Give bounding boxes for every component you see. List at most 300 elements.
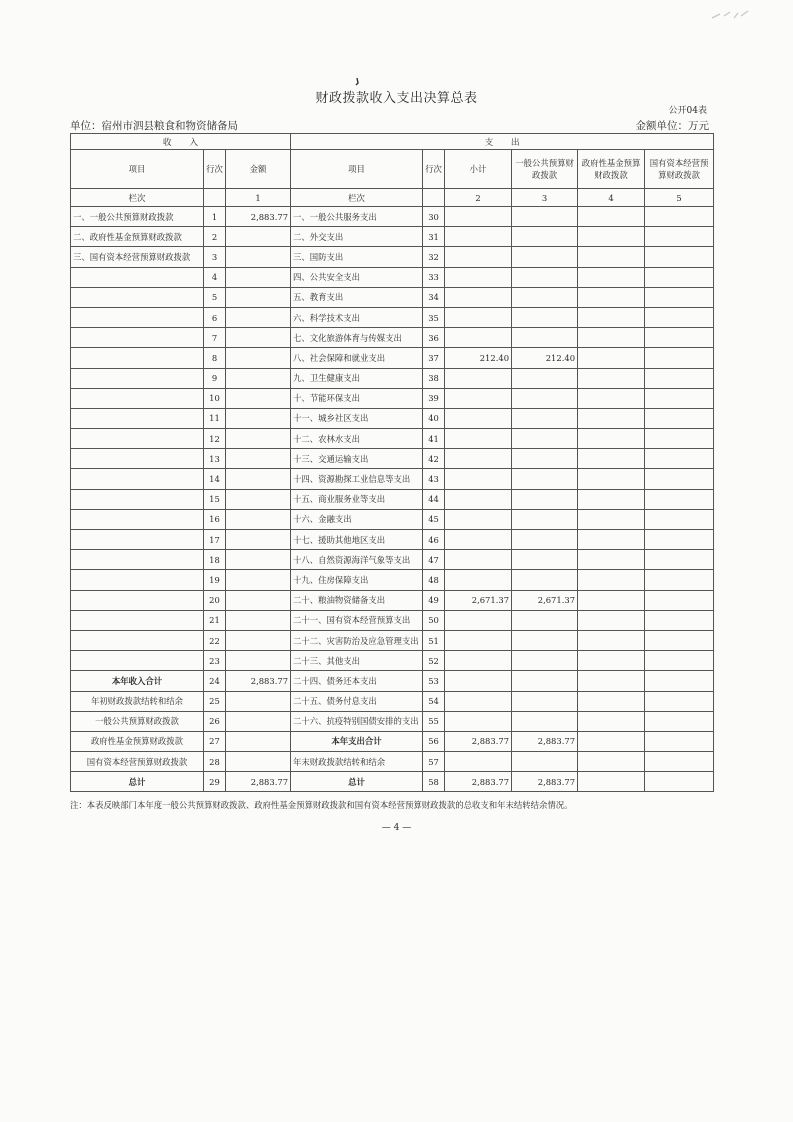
expense-item-cell: 十五、商业服务业等支出 — [291, 489, 423, 509]
state-capital-cell — [645, 227, 714, 247]
subtotal-cell — [445, 408, 512, 428]
income-line-cell: 27 — [204, 731, 226, 751]
expense-line-cell: 46 — [423, 530, 445, 550]
income-amount-cell — [226, 348, 291, 368]
fund-budget-cell — [578, 247, 645, 267]
income-line-cell: 20 — [204, 590, 226, 610]
expense-line-cell: 57 — [423, 752, 445, 772]
income-item-cell: 政府性基金预算财政拨款 — [71, 731, 204, 751]
income-line-cell: 24 — [204, 671, 226, 691]
expense-item-cell: 六、科学技术支出 — [291, 307, 423, 327]
state-capital-cell — [645, 287, 714, 307]
expense-item-cell: 二、外交支出 — [291, 227, 423, 247]
income-item-cell — [71, 388, 204, 408]
expense-item-cell: 二十六、抗疫特别国债安排的支出 — [291, 711, 423, 731]
general-budget-cell — [512, 489, 578, 509]
income-amount-cell: 2,883.77 — [226, 772, 291, 792]
income-line-col-index — [204, 189, 226, 207]
expense-item-cell: 二十一、国有资本经营预算支出 — [291, 610, 423, 630]
income-item-cell — [71, 570, 204, 590]
state-capital-cell — [645, 630, 714, 650]
reporting-unit: 单位：宿州市泗县粮食和物资储备局 — [70, 120, 238, 132]
expense-item-cell: 七、文化旅游体育与传媒支出 — [291, 328, 423, 348]
expense-line-cell: 49 — [423, 590, 445, 610]
income-amount-cell — [226, 630, 291, 650]
income-amount-cell — [226, 429, 291, 449]
header-row-sections — [71, 134, 714, 150]
state-capital-cell — [645, 408, 714, 428]
income-line-cell: 19 — [204, 570, 226, 590]
income-item-cell — [71, 348, 204, 368]
expense-line-cell: 36 — [423, 328, 445, 348]
income-line-cell: 12 — [204, 429, 226, 449]
general-budget-cell — [512, 227, 578, 247]
general-budget-header: 一般公共预算财政拨款 — [512, 150, 578, 189]
fund-budget-cell — [578, 772, 645, 792]
income-amount-cell — [226, 307, 291, 327]
expense-line-cell: 43 — [423, 469, 445, 489]
general-budget-cell — [512, 207, 578, 227]
state-capital-cell — [645, 671, 714, 691]
income-item-cell — [71, 651, 204, 671]
expense-item-header: 项目 — [291, 150, 423, 189]
state-capital-cell — [645, 530, 714, 550]
income-line-cell: 15 — [204, 489, 226, 509]
state-capital-cell — [645, 489, 714, 509]
col-index-4: 4 — [578, 189, 645, 207]
subtotal-cell: 212.40 — [445, 348, 512, 368]
amount-unit: 金额单位：万元 — [635, 120, 709, 132]
income-line-cell: 13 — [204, 449, 226, 469]
income-line-cell: 8 — [204, 348, 226, 368]
expense-line-cell: 48 — [423, 570, 445, 590]
state-capital-cell — [645, 772, 714, 792]
expense-line-cell: 41 — [423, 429, 445, 449]
table-row — [71, 287, 714, 307]
income-item-cell — [71, 328, 204, 348]
general-budget-cell — [512, 287, 578, 307]
expense-item-cell: 二十五、债务付息支出 — [291, 691, 423, 711]
expense-line-cell: 30 — [423, 207, 445, 227]
subtotal-cell — [445, 630, 512, 650]
state-capital-cell — [645, 449, 714, 469]
income-item-cell — [71, 307, 204, 327]
table-row — [71, 388, 714, 408]
income-item-cell: 年初财政拨款结转和结余 — [71, 691, 204, 711]
expense-col-label: 栏次 — [291, 189, 423, 207]
table-row — [71, 691, 714, 711]
fund-budget-cell — [578, 610, 645, 630]
expense-item-cell: 十四、资源勘探工业信息等支出 — [291, 469, 423, 489]
income-line-cell: 17 — [204, 530, 226, 550]
general-budget-cell — [512, 671, 578, 691]
income-amount-cell — [226, 610, 291, 630]
income-line-cell: 28 — [204, 752, 226, 772]
expense-line-cell: 40 — [423, 408, 445, 428]
expense-item-cell: 十、节能环保支出 — [291, 388, 423, 408]
state-capital-cell — [645, 550, 714, 570]
fund-budget-cell — [578, 287, 645, 307]
subtotal-cell — [445, 267, 512, 287]
fund-budget-cell — [578, 752, 645, 772]
subtotal-cell — [445, 368, 512, 388]
general-budget-cell: 212.40 — [512, 348, 578, 368]
general-budget-cell — [512, 509, 578, 529]
income-item-cell: 三、国有资本经营预算财政拨款 — [71, 247, 204, 267]
table-row — [71, 509, 714, 529]
general-budget-cell — [512, 307, 578, 327]
subtotal-cell — [445, 227, 512, 247]
income-line-cell: 7 — [204, 328, 226, 348]
expense-line-cell: 37 — [423, 348, 445, 368]
expense-item-cell: 一、一般公共服务支出 — [291, 207, 423, 227]
fund-budget-cell — [578, 408, 645, 428]
income-amount-cell — [226, 267, 291, 287]
income-line-cell: 29 — [204, 772, 226, 792]
income-line-cell: 14 — [204, 469, 226, 489]
income-line-cell: 4 — [204, 267, 226, 287]
fund-budget-cell — [578, 651, 645, 671]
expense-item-cell: 十一、城乡社区支出 — [291, 408, 423, 428]
general-budget-cell — [512, 691, 578, 711]
income-item-cell — [71, 429, 204, 449]
expense-item-cell: 十八、自然资源海洋气象等支出 — [291, 550, 423, 570]
fund-budget-cell — [578, 207, 645, 227]
expense-item-cell: 八、社会保障和就业支出 — [291, 348, 423, 368]
expense-item-cell: 四、公共安全支出 — [291, 267, 423, 287]
subtotal-cell — [445, 287, 512, 307]
fund-budget-cell — [578, 711, 645, 731]
fund-budget-cell — [578, 348, 645, 368]
table-row — [71, 469, 714, 489]
income-amount-cell — [226, 287, 291, 307]
income-item-cell — [71, 630, 204, 650]
table-row — [71, 530, 714, 550]
subtotal-cell — [445, 247, 512, 267]
income-amount-cell: 2,883.77 — [226, 207, 291, 227]
subtotal-cell: 2,883.77 — [445, 772, 512, 792]
state-capital-cell — [645, 388, 714, 408]
income-line-cell: 5 — [204, 287, 226, 307]
fund-budget-cell — [578, 388, 645, 408]
income-line-cell: 16 — [204, 509, 226, 529]
expense-line-cell: 39 — [423, 388, 445, 408]
income-item-cell: 总计 — [71, 772, 204, 792]
income-item-cell: 一般公共预算财政拨款 — [71, 711, 204, 731]
fund-budget-cell — [578, 469, 645, 489]
table-row — [71, 752, 714, 772]
fund-budget-cell — [578, 328, 645, 348]
fund-budget-cell — [578, 267, 645, 287]
income-item-cell: 二、政府性基金预算财政拨款 — [71, 227, 204, 247]
income-item-cell — [71, 509, 204, 529]
table-row — [71, 711, 714, 731]
income-amount-cell — [226, 509, 291, 529]
table-row — [71, 328, 714, 348]
fund-budget-cell — [578, 731, 645, 751]
expense-line-cell: 31 — [423, 227, 445, 247]
income-item-cell — [71, 469, 204, 489]
subtotal-cell — [445, 469, 512, 489]
income-amount-cell — [226, 550, 291, 570]
income-amount-cell — [226, 469, 291, 489]
subtotal-cell: 2,883.77 — [445, 731, 512, 751]
col-index-5: 5 — [645, 189, 714, 207]
table-row — [71, 630, 714, 650]
expense-item-cell: 十三、交通运输支出 — [291, 449, 423, 469]
expense-line-cell: 58 — [423, 772, 445, 792]
income-line-cell: 18 — [204, 550, 226, 570]
expense-item-cell: 十七、援助其他地区支出 — [291, 530, 423, 550]
income-item-cell: 国有资本经营预算财政拨款 — [71, 752, 204, 772]
income-item-cell: 本年收入合计 — [71, 671, 204, 691]
table-row — [71, 570, 714, 590]
general-budget-cell — [512, 388, 578, 408]
income-amount-cell — [226, 731, 291, 751]
fund-budget-cell — [578, 368, 645, 388]
general-budget-cell — [512, 247, 578, 267]
income-amount-cell — [226, 590, 291, 610]
income-amount-cell: 2,883.77 — [226, 671, 291, 691]
subtotal-cell — [445, 752, 512, 772]
footnote: 注：本表反映部门本年度一般公共预算财政拨款、政府性基金预算财政拨款和国有资本经营预算财政拨款的总收支和年末结转结余情况。 — [70, 800, 573, 810]
fund-budget-cell — [578, 489, 645, 509]
state-capital-cell — [645, 590, 714, 610]
general-budget-cell — [512, 328, 578, 348]
fund-budget-cell — [578, 691, 645, 711]
expense-item-cell: 本年支出合计 — [291, 731, 423, 751]
income-item-cell — [71, 267, 204, 287]
income-line-cell: 21 — [204, 610, 226, 630]
income-amount-cell — [226, 651, 291, 671]
subtotal-cell — [445, 509, 512, 529]
income-amount-cell — [226, 570, 291, 590]
table-row — [71, 348, 714, 368]
expense-line-cell: 45 — [423, 509, 445, 529]
expense-line-cell: 54 — [423, 691, 445, 711]
table-row — [71, 671, 714, 691]
expense-line-cell: 33 — [423, 267, 445, 287]
table-row — [71, 651, 714, 671]
fund-budget-cell — [578, 550, 645, 570]
state-capital-cell — [645, 348, 714, 368]
general-budget-cell — [512, 469, 578, 489]
income-amount-header: 金额 — [226, 150, 291, 189]
expense-line-cell: 55 — [423, 711, 445, 731]
income-amount-cell — [226, 752, 291, 772]
ink-dot-mark — [354, 78, 360, 86]
fund-budget-cell — [578, 227, 645, 247]
table-row — [71, 307, 714, 327]
income-item-cell — [71, 610, 204, 630]
state-capital-cell — [645, 651, 714, 671]
state-capital-cell — [645, 610, 714, 630]
general-budget-cell — [512, 610, 578, 630]
state-capital-cell — [645, 731, 714, 751]
expense-line-cell: 56 — [423, 731, 445, 751]
fund-budget-cell — [578, 307, 645, 327]
income-col-label: 栏次 — [71, 189, 204, 207]
general-budget-cell — [512, 570, 578, 590]
income-line-cell: 6 — [204, 307, 226, 327]
expense-item-cell: 二十四、债务还本支出 — [291, 671, 423, 691]
general-budget-cell — [512, 711, 578, 731]
general-budget-cell — [512, 530, 578, 550]
expense-section-header: 支 出 — [291, 134, 714, 150]
expense-line-cell: 44 — [423, 489, 445, 509]
form-number: 公开04表 — [668, 106, 707, 116]
income-item-cell: 一、一般公共预算财政拨款 — [71, 207, 204, 227]
fund-budget-cell — [578, 590, 645, 610]
income-amount-cell — [226, 530, 291, 550]
col-index-1: 1 — [226, 189, 291, 207]
subtotal-cell: 2,671.37 — [445, 590, 512, 610]
income-amount-cell — [226, 691, 291, 711]
fund-budget-cell — [578, 530, 645, 550]
state-capital-cell — [645, 207, 714, 227]
expense-line-cell: 42 — [423, 449, 445, 469]
subtotal-cell — [445, 610, 512, 630]
income-amount-cell — [226, 408, 291, 428]
expense-item-cell: 二十、粮油物资储备支出 — [291, 590, 423, 610]
state-capital-cell — [645, 247, 714, 267]
state-capital-cell — [645, 469, 714, 489]
subtotal-cell — [445, 691, 512, 711]
table-row — [71, 489, 714, 509]
state-capital-cell — [645, 328, 714, 348]
expense-line-cell: 34 — [423, 287, 445, 307]
income-item-cell — [71, 449, 204, 469]
general-budget-cell: 2,883.77 — [512, 772, 578, 792]
expense-line-cell: 53 — [423, 671, 445, 691]
table-row — [71, 610, 714, 630]
table-row — [71, 267, 714, 287]
fund-budget-cell — [578, 630, 645, 650]
subtotal-cell — [445, 570, 512, 590]
state-capital-cell — [645, 570, 714, 590]
state-capital-cell — [645, 509, 714, 529]
income-amount-cell — [226, 711, 291, 731]
expense-line-cell: 38 — [423, 368, 445, 388]
income-section-header: 收 入 — [71, 134, 291, 150]
page-number: — 4 — — [381, 823, 412, 833]
expense-item-cell: 十二、农林水支出 — [291, 429, 423, 449]
subtotal-cell — [445, 550, 512, 570]
subtotal-cell — [445, 307, 512, 327]
subtotal-cell — [445, 328, 512, 348]
fiscal-summary-table — [70, 133, 714, 792]
income-item-cell — [71, 408, 204, 428]
col-index-3: 3 — [512, 189, 578, 207]
expense-item-cell: 十六、金融支出 — [291, 509, 423, 529]
expense-item-cell: 二十二、灾害防治及应急管理支出 — [291, 630, 423, 650]
income-item-cell — [71, 489, 204, 509]
expense-item-cell: 总计 — [291, 772, 423, 792]
subtotal-cell — [445, 651, 512, 671]
state-capital-cell — [645, 691, 714, 711]
subtotal-cell — [445, 711, 512, 731]
table-row — [71, 590, 714, 610]
state-capital-cell — [645, 307, 714, 327]
expense-line-cell: 50 — [423, 610, 445, 630]
scan-smudge-mark — [708, 6, 754, 24]
header-row-columns — [71, 150, 714, 189]
fund-budget-cell — [578, 429, 645, 449]
expense-line-cell: 35 — [423, 307, 445, 327]
subtotal-cell — [445, 671, 512, 691]
general-budget-cell — [512, 630, 578, 650]
table-row — [71, 772, 714, 792]
subtotal-cell — [445, 429, 512, 449]
expense-item-cell: 年末财政拨款结转和结余 — [291, 752, 423, 772]
income-line-cell: 25 — [204, 691, 226, 711]
subtotal-cell — [445, 449, 512, 469]
table-row — [71, 368, 714, 388]
table-row — [71, 227, 714, 247]
expense-item-cell: 五、教育支出 — [291, 287, 423, 307]
income-line-header: 行次 — [204, 150, 226, 189]
income-amount-cell — [226, 227, 291, 247]
income-amount-cell — [226, 388, 291, 408]
income-amount-cell — [226, 368, 291, 388]
state-capital-header: 国有资本经营预算财政拨款 — [645, 150, 714, 189]
fund-budget-header: 政府性基金预算财政拨款 — [578, 150, 645, 189]
state-capital-cell — [645, 711, 714, 731]
general-budget-cell — [512, 752, 578, 772]
income-amount-cell — [226, 489, 291, 509]
income-item-cell — [71, 590, 204, 610]
table-row — [71, 247, 714, 267]
general-budget-cell — [512, 651, 578, 671]
expense-line-cell: 51 — [423, 630, 445, 650]
col-index-2: 2 — [445, 189, 512, 207]
report-title: 财政拨款收入支出决算总表 — [315, 91, 478, 106]
subtotal-cell — [445, 388, 512, 408]
income-amount-cell — [226, 328, 291, 348]
general-budget-cell — [512, 429, 578, 449]
income-amount-cell — [226, 449, 291, 469]
general-budget-cell — [512, 267, 578, 287]
income-line-cell: 22 — [204, 630, 226, 650]
income-item-cell — [71, 368, 204, 388]
income-line-cell: 23 — [204, 651, 226, 671]
general-budget-cell — [512, 449, 578, 469]
income-line-cell: 2 — [204, 227, 226, 247]
income-item-cell — [71, 287, 204, 307]
expense-line-header: 行次 — [423, 150, 445, 189]
general-budget-cell: 2,671.37 — [512, 590, 578, 610]
table-row — [71, 408, 714, 428]
expense-item-cell: 三、国防支出 — [291, 247, 423, 267]
header-row-column-index — [71, 189, 714, 207]
income-line-cell: 9 — [204, 368, 226, 388]
fund-budget-cell — [578, 449, 645, 469]
expense-line-cell: 47 — [423, 550, 445, 570]
subtotal-cell — [445, 530, 512, 550]
fund-budget-cell — [578, 570, 645, 590]
subtotal-cell — [445, 207, 512, 227]
income-item-cell — [71, 550, 204, 570]
state-capital-cell — [645, 368, 714, 388]
state-capital-cell — [645, 429, 714, 449]
income-line-cell: 3 — [204, 247, 226, 267]
expense-line-cell: 52 — [423, 651, 445, 671]
expense-line-cell: 32 — [423, 247, 445, 267]
table-row — [71, 207, 714, 227]
income-amount-cell — [226, 247, 291, 267]
income-item-header: 项目 — [71, 150, 204, 189]
state-capital-cell — [645, 752, 714, 772]
